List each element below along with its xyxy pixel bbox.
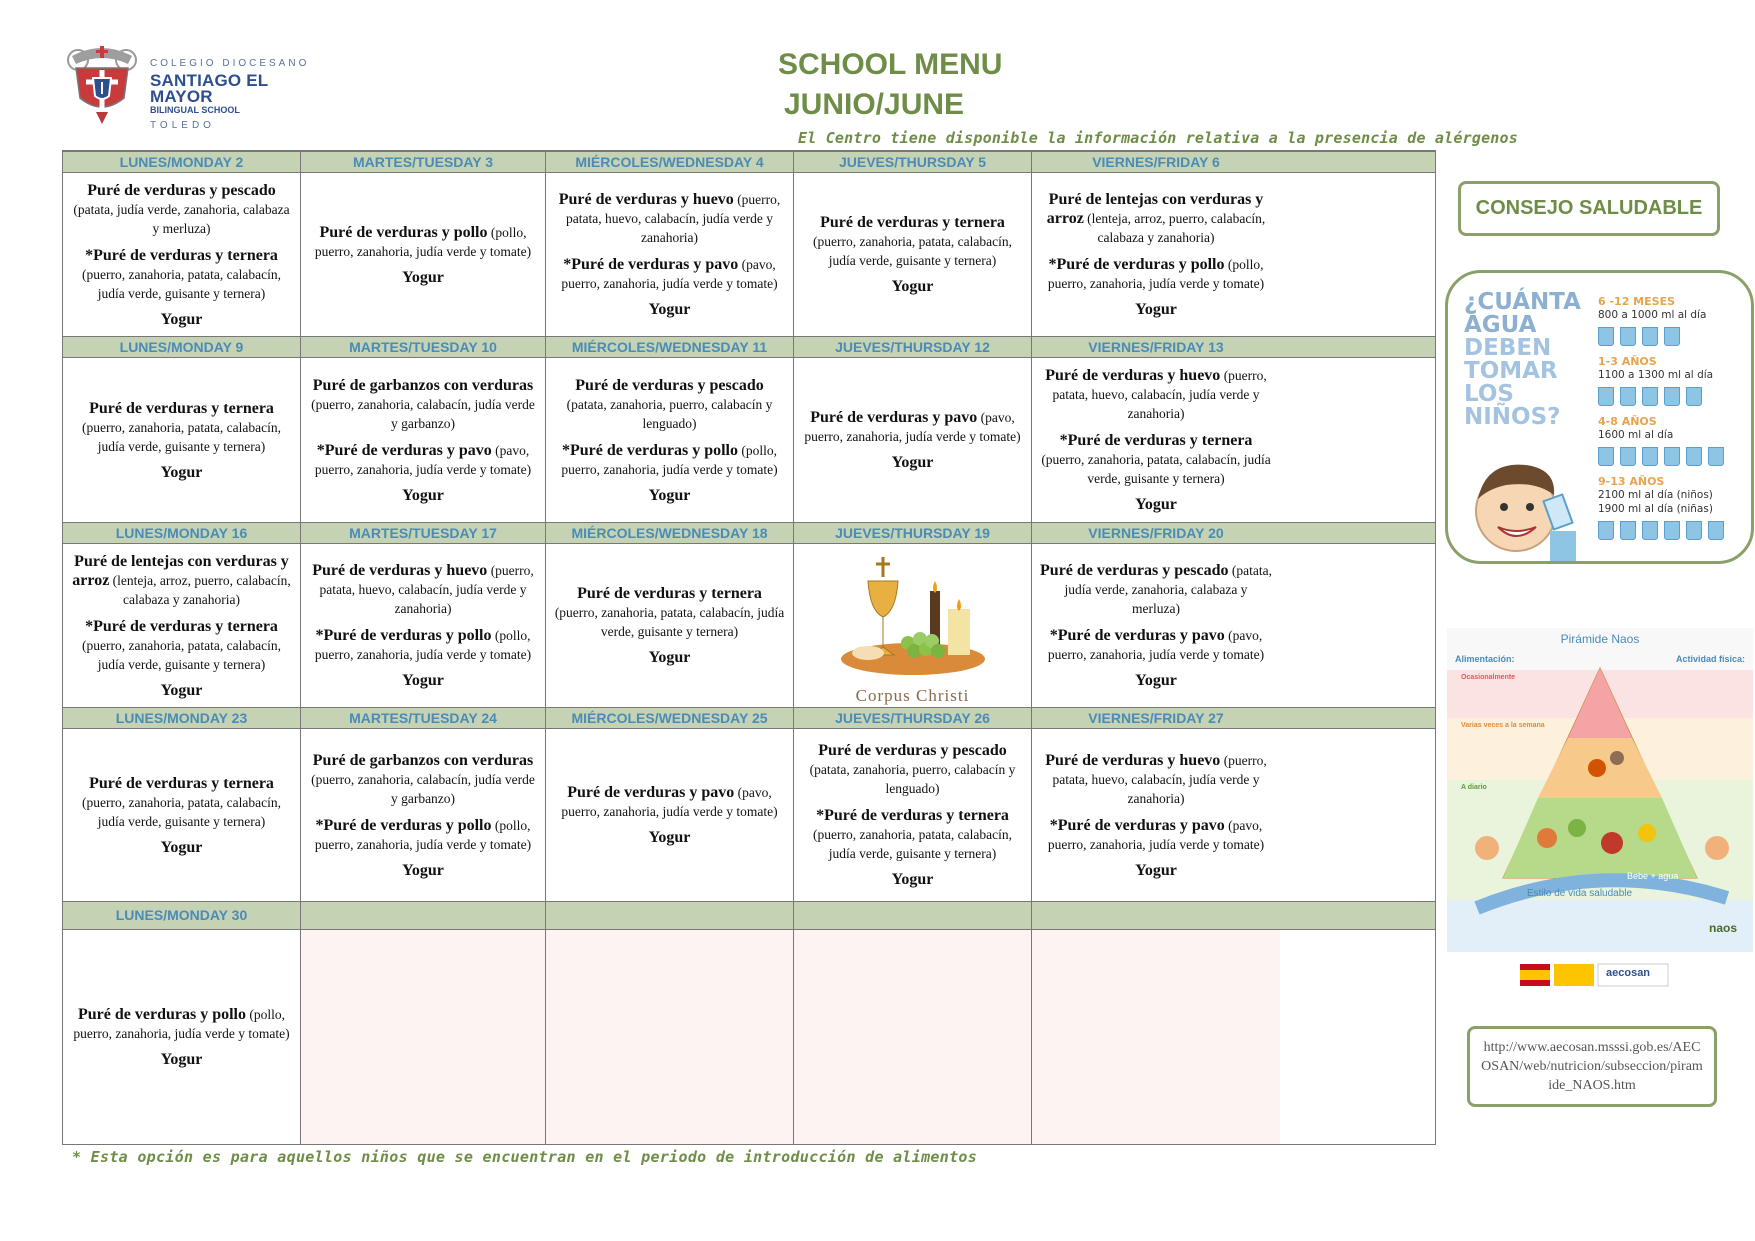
- footnote: * Esta opción es para aquellos niños que se encuentran en el periodo de introducción de alimentos: [72, 1148, 978, 1166]
- dish: [71, 246, 292, 303]
- day-header: MARTES/TUESDAY 17: [301, 523, 546, 543]
- dish-name: Puré de verduras y huevo: [1045, 367, 1221, 384]
- dish-ingredients: (puerro, zanahoria, patata, calabacín, judía verde, guisante y ternera): [812, 234, 1012, 268]
- dessert: Yogur: [160, 681, 203, 699]
- dish: [309, 441, 537, 479]
- day-header: MIÉRCOLES/WEDNESDAY 25: [546, 708, 794, 728]
- url-text[interactable]: http://www.aecosan.msssi.gob.es/AECOSAN/web/nutricion/subseccion/piramide_NAOS.htm: [1481, 1040, 1703, 1093]
- dish-name: Puré de verduras y pollo: [319, 223, 488, 241]
- dish: [802, 213, 1023, 270]
- logo-line-1: COLEGIO DIOCESANO: [150, 58, 310, 69]
- day-menu-cell: [546, 729, 794, 901]
- dessert: Yogur: [648, 829, 691, 846]
- water-glasses: [1598, 327, 1680, 347]
- day-header: MARTES/TUESDAY 3: [301, 152, 546, 172]
- dish: [554, 441, 785, 479]
- school-crest-icon: [62, 42, 142, 132]
- water-amount: 800 a 1000 ml al día: [1598, 309, 1707, 321]
- dessert: Yogur: [1135, 861, 1177, 879]
- aecosan-logo-text: aecosan: [1606, 967, 1651, 979]
- water-age-group: 1-3 AÑOS: [1598, 355, 1657, 368]
- dish-name: Puré de verduras y huevo: [1045, 751, 1221, 769]
- dish-ingredients: (pollo, puerro, zanahoria, judía verde y tomate): [1047, 257, 1265, 291]
- dish-ingredients: (patata, zanahoria, puerro, calabacín y lenguado): [566, 396, 773, 431]
- dessert: Yogur: [1135, 496, 1177, 513]
- dish: [1040, 366, 1272, 423]
- logo-line-4: TOLEDO: [150, 120, 215, 131]
- water-glass-icon: [1620, 387, 1636, 406]
- dish: [309, 751, 537, 808]
- pyramid-left-label: Alimentación:: [1455, 654, 1515, 664]
- dish-name: *Puré de verduras y pollo: [315, 627, 492, 644]
- dish-name: Puré de verduras y pavo: [567, 784, 735, 801]
- water-glass-icon: [1664, 447, 1680, 466]
- dish: [1040, 561, 1272, 618]
- day-header: JUEVES/THURSDAY 19: [794, 523, 1032, 543]
- week-header-row: [63, 901, 1435, 930]
- holiday-label: Corpus Christi: [855, 685, 970, 705]
- dish-ingredients: (patata, judía verde, zanahoria, calabaza y merluza): [73, 201, 290, 236]
- water-glass-icon: [1620, 447, 1636, 466]
- dish: [71, 399, 292, 456]
- day-header: MARTES/TUESDAY 10: [301, 337, 546, 357]
- pyramid-ocasional-label: Ocasionalmente: [1461, 674, 1516, 681]
- dish-ingredients: (pollo, puerro, zanahoria, judía verde y tomate): [314, 817, 532, 852]
- dish-ingredients: (puerro, zanahoria, patata, calabacín, judía verde, guisante y ternera): [81, 419, 281, 454]
- water-glass-icon: [1598, 327, 1614, 346]
- dessert: Yogur: [402, 268, 444, 286]
- dish-name: Puré de verduras y ternera: [89, 399, 274, 417]
- dish: [1040, 190, 1272, 247]
- dish-name: Puré de verduras y ternera: [577, 585, 762, 602]
- pyramid-title: Pirámide Naos: [1560, 632, 1640, 646]
- logo-line-2: SANTIAGO EL MAYOR: [150, 71, 269, 106]
- day-menu-cell: [1032, 729, 1280, 901]
- logo-line-3: BILINGUAL SCHOOL: [150, 105, 240, 115]
- dish-name: Puré de verduras y pescado: [1040, 562, 1229, 579]
- dessert: Yogur: [402, 861, 444, 879]
- dessert: Yogur: [891, 454, 934, 471]
- dish: [71, 617, 292, 674]
- day-header: LUNES/MONDAY 9: [63, 337, 301, 357]
- dish: [71, 1005, 292, 1043]
- dish-ingredients: (pavo, puerro, zanahoria, judía verde y tomate): [1047, 817, 1265, 852]
- dish-name: Puré de verduras y pollo: [78, 1006, 246, 1023]
- day-header: VIERNES/FRIDAY 6: [1092, 154, 1220, 170]
- water-glasses: [1598, 387, 1702, 407]
- week-header-row: [63, 707, 1435, 729]
- dish-ingredients: (pollo, puerro, zanahoria, judía verde y tomate): [314, 224, 532, 259]
- dish: [554, 783, 785, 821]
- dessert: Yogur: [891, 278, 934, 295]
- dish-name: Puré de lentejas con verduras y arroz: [1046, 191, 1264, 227]
- day-header: MIÉRCOLES/WEDNESDAY 18: [546, 523, 794, 543]
- day-header: MARTES/TUESDAY 24: [301, 708, 546, 728]
- dessert: Yogur: [1135, 301, 1177, 318]
- naos-logo-text: naos: [1709, 921, 1738, 935]
- dish-name: Puré de verduras y ternera: [89, 774, 274, 792]
- dessert: Yogur: [160, 838, 203, 856]
- day-header: [546, 902, 794, 929]
- day-header: [301, 902, 546, 929]
- day-header: VIERNES/FRIDAY 20: [1088, 525, 1224, 541]
- dish-name: Puré de verduras y huevo: [312, 562, 488, 579]
- dish-name: *Puré de verduras y pavo: [563, 256, 739, 273]
- dish: [802, 408, 1023, 446]
- dish-name: *Puré de verduras y pavo: [1049, 816, 1225, 834]
- dish-name: Puré de garbanzos con verduras: [312, 751, 534, 769]
- dish-name: Puré de verduras y pescado: [575, 376, 764, 394]
- dish: [309, 816, 537, 854]
- empty-day-cell: [1032, 930, 1280, 1144]
- water-question-word: ¿CUÁNTA: [1464, 289, 1581, 315]
- dish-ingredients: (lenteja, arroz, puerro, calabacín, calabaza y zanahoria): [1087, 211, 1266, 245]
- day-header: JUEVES/THURSDAY 12: [794, 337, 1032, 357]
- dish-name: Puré de lentejas con verduras y arroz: [72, 552, 289, 589]
- dish: [802, 806, 1023, 863]
- dish-ingredients: (pavo, puerro, zanahoria, judía verde y tomate): [561, 257, 778, 291]
- dessert: Yogur: [648, 649, 691, 666]
- dessert: Yogur: [648, 486, 691, 504]
- day-menu-cell: [1032, 358, 1280, 522]
- dish: [554, 255, 785, 293]
- pyramid-agua-label: Bebe + agua: [1627, 871, 1679, 881]
- dish-ingredients: (patata, zanahoria, puerro, calabacín y lenguado): [809, 762, 1016, 796]
- water-question-word: DEBEN: [1464, 335, 1552, 361]
- dish-name: *Puré de verduras y pavo: [316, 441, 492, 459]
- dish-ingredients: (pollo, puerro, zanahoria, judía verde y tomate): [73, 1007, 290, 1041]
- day-menu-cell: [546, 173, 794, 336]
- dessert: Yogur: [402, 486, 444, 504]
- day-menu-cell: [63, 930, 301, 1144]
- dish-name: *Puré de verduras y pollo: [1048, 256, 1225, 273]
- naos-pyramid: [1447, 628, 1753, 952]
- water-glass-icon: [1598, 521, 1614, 540]
- dish: [1040, 431, 1272, 488]
- water-amount: 1100 a 1300 ml al día: [1598, 369, 1714, 381]
- water-glass-icon: [1686, 387, 1702, 406]
- dish: [71, 181, 292, 238]
- dish-name: Puré de verduras y huevo: [558, 191, 734, 208]
- pyramid-diario-label: A diario: [1461, 784, 1487, 791]
- water-glass-icon: [1708, 521, 1724, 540]
- day-header: LUNES/MONDAY 23: [63, 708, 301, 728]
- dish-ingredients: (lenteja, arroz, puerro, calabacín, calabaza y zanahoria): [112, 572, 291, 607]
- day-header: VIERNES/FRIDAY 27: [1088, 710, 1224, 726]
- school-logo: [62, 42, 332, 132]
- dish-ingredients: (puerro, zanahoria, patata, calabacín, judía verde, guisante y ternera): [812, 827, 1012, 861]
- day-header: LUNES/MONDAY 30: [63, 902, 301, 929]
- water-glass-icon: [1664, 521, 1680, 540]
- menu-table: [62, 150, 1436, 1145]
- corpus-christi-illustration: [828, 551, 998, 705]
- pyramid-semana-label: Varias veces a la semana: [1461, 722, 1545, 729]
- dish-ingredients: (puerro, zanahoria, patata, calabacín, judía verde, guisante y ternera): [81, 637, 281, 672]
- day-header: [1032, 902, 1280, 929]
- dish: [309, 561, 537, 618]
- logo-text: [150, 58, 332, 131]
- day-menu-cell: [63, 173, 301, 336]
- day-menu-cell: [794, 729, 1032, 901]
- week-header-row: [63, 151, 1435, 173]
- dish-ingredients: (pollo, puerro, zanahoria, judía verde y tomate): [314, 628, 532, 662]
- day-header: VIERNES/FRIDAY 13: [1088, 339, 1224, 355]
- dessert: Yogur: [160, 463, 203, 481]
- dish-ingredients: (pavo, puerro, zanahoria, judía verde y tomate): [314, 442, 532, 477]
- dish-ingredients: (pavo, puerro, zanahoria, judía verde y tomate): [804, 410, 1021, 444]
- dish-name: Puré de verduras y pavo: [810, 409, 978, 426]
- water-question-word: AGUA: [1464, 312, 1537, 338]
- water-glass-icon: [1686, 447, 1702, 466]
- dish: [1040, 255, 1272, 293]
- child-drinking-icon: [1466, 451, 1586, 561]
- water-age-group: 9-13 AÑOS: [1598, 475, 1665, 488]
- water-glass-icon: [1686, 521, 1702, 540]
- water-question-word: NIÑOS?: [1464, 404, 1561, 430]
- water-amount-girls: 1900 ml al día (niñas): [1598, 503, 1713, 515]
- dessert: Yogur: [160, 310, 203, 328]
- dish-ingredients: (puerro, zanahoria, calabacín, judía verde y garbanzo): [311, 396, 535, 431]
- water-amount: 2100 ml al día (niños): [1598, 489, 1713, 501]
- dish-ingredients: (pavo, puerro, zanahoria, judía verde y tomate): [1047, 628, 1265, 662]
- water-glass-icon: [1598, 447, 1614, 466]
- dish-ingredients: (puerro, patata, huevo, calabacín, judía verde y zanahoria): [1052, 752, 1267, 806]
- water-question: [1464, 291, 1581, 429]
- week-header-row: [63, 522, 1435, 544]
- chalice-candle-icon: [828, 551, 998, 681]
- water-glass-icon: [1598, 387, 1614, 406]
- dish-ingredients: (puerro, zanahoria, patata, calabacín, judía verde, guisante y ternera): [1041, 452, 1271, 486]
- dish-ingredients: (puerro, zanahoria, calabacín, judía verde y garbanzo): [311, 771, 535, 806]
- day-header: MIÉRCOLES/WEDNESDAY 11: [546, 337, 794, 357]
- water-glass-icon: [1642, 521, 1658, 540]
- dish: [309, 376, 537, 433]
- dessert: Yogur: [648, 301, 691, 318]
- day-menu-cell: [301, 358, 546, 522]
- empty-day-cell: [794, 930, 1032, 1144]
- day-menu-cell: [301, 729, 546, 901]
- dish-name: *Puré de verduras y ternera: [816, 807, 1009, 824]
- dish: [71, 552, 292, 609]
- dish-ingredients: (puerro, zanahoria, patata, calabacín, judía verde, guisante y ternera): [81, 266, 281, 301]
- day-header: JUEVES/THURSDAY 26: [794, 708, 1032, 728]
- dessert: Yogur: [1135, 672, 1177, 689]
- dish-name: *Puré de verduras y pavo: [1049, 627, 1225, 644]
- dish: [1040, 816, 1272, 854]
- day-header: [794, 902, 1032, 929]
- dish: [309, 626, 537, 664]
- dish-name: *Puré de verduras y ternera: [85, 617, 278, 635]
- dish-ingredients: (puerro, patata, huevo, calabacín, judía verde y zanahoria): [319, 563, 534, 616]
- water-glass-icon: [1664, 327, 1680, 346]
- day-menu-cell: [546, 544, 794, 707]
- day-header: MIÉRCOLES/WEDNESDAY 4: [546, 152, 794, 172]
- water-glass-icon: [1620, 521, 1636, 540]
- dish-ingredients: (puerro, zanahoria, patata, calabacín, judía verde, guisante y ternera): [81, 794, 281, 829]
- dish-ingredients: (puerro, zanahoria, patata, calabacín, judía verde, guisante y ternera): [554, 605, 785, 639]
- water-age-group: 4-8 AÑOS: [1598, 415, 1657, 428]
- pyramid-estilo-label: Estilo de vida saludable: [1527, 888, 1633, 899]
- day-header: LUNES/MONDAY 16: [63, 523, 301, 543]
- government-logos: [1520, 962, 1670, 988]
- water-infographic: [1445, 270, 1754, 564]
- allergen-note: El Centro tiene disponible la información relativa a la presencia de alérgenos: [798, 129, 1518, 147]
- dish-ingredients: (patata, judía verde, zanahoria, calabaza y merluza): [1064, 563, 1272, 616]
- dish-name: *Puré de verduras y pollo: [315, 816, 492, 834]
- empty-day-cell: [301, 930, 546, 1144]
- dish-name: *Puré de verduras y ternera: [1059, 432, 1253, 449]
- day-menu-cell: [63, 358, 301, 522]
- dish: [1040, 626, 1272, 664]
- week-header-row: [63, 336, 1435, 358]
- dish-ingredients: (puerro, patata, huevo, calabacín, judía verde y zanahoria): [1052, 368, 1267, 421]
- dish-name: *Puré de verduras y pollo: [562, 441, 738, 459]
- dish-name: Puré de verduras y ternera: [820, 214, 1005, 231]
- dish: [554, 584, 785, 641]
- naos-url-link[interactable]: [1467, 1026, 1717, 1107]
- dish-ingredients: (pollo, puerro, zanahoria, judía verde y tomate): [561, 442, 778, 477]
- day-menu-cell: [1032, 544, 1280, 707]
- dish: [71, 774, 292, 831]
- day-header: LUNES/MONDAY 2: [63, 152, 301, 172]
- day-menu-cell: [301, 173, 546, 336]
- dish: [802, 741, 1023, 798]
- dessert: Yogur: [160, 1051, 203, 1068]
- dessert: Yogur: [402, 672, 444, 689]
- water-glasses: [1598, 521, 1724, 541]
- pyramid-right-label: Actividad física:: [1675, 654, 1745, 664]
- consejo-saludable-box: CONSEJO SALUDABLE: [1458, 181, 1720, 236]
- day-menu-cell: [794, 358, 1032, 522]
- day-menu-cell: [63, 544, 301, 707]
- water-question-word: LOS: [1464, 381, 1514, 407]
- dish-name: Puré de verduras y pescado: [818, 742, 1007, 759]
- day-menu-cell: [1032, 173, 1280, 336]
- water-glass-icon: [1664, 387, 1680, 406]
- dish-name: *Puré de verduras y ternera: [85, 246, 278, 264]
- water-glass-icon: [1642, 387, 1658, 406]
- dish-ingredients: (pavo, puerro, zanahoria, judía verde y tomate): [561, 785, 778, 819]
- dish-name: Puré de garbanzos con verduras: [312, 376, 534, 394]
- dessert: Yogur: [891, 871, 934, 888]
- dish-name: Puré de verduras y pescado: [87, 181, 276, 199]
- day-header: JUEVES/THURSDAY 5: [794, 152, 1032, 172]
- dish-ingredients: (puerro, patata, huevo, calabacín, judía verde y zanahoria): [566, 192, 781, 245]
- day-menu-cell: [546, 358, 794, 522]
- water-glasses: [1598, 447, 1724, 467]
- dish: [1040, 751, 1272, 808]
- page-subtitle: JUNIO/JUNE: [784, 88, 965, 121]
- water-question-word: TOMAR: [1464, 358, 1558, 384]
- water-glass-icon: [1642, 447, 1658, 466]
- day-menu-cell: [301, 544, 546, 707]
- page-title: SCHOOL MENU: [778, 48, 1003, 81]
- dish: [554, 190, 785, 247]
- day-menu-cell: [794, 173, 1032, 336]
- water-glass-icon: [1620, 327, 1636, 346]
- water-glass-icon: [1642, 327, 1658, 346]
- water-glass-icon: [1708, 447, 1724, 466]
- empty-day-cell: [546, 930, 794, 1144]
- dish: [554, 376, 785, 433]
- day-menu-cell: [63, 729, 301, 901]
- water-amount: 1600 ml al día: [1598, 429, 1674, 441]
- day-menu-cell: [794, 544, 1032, 707]
- water-age-group: 6 -12 MESES: [1598, 295, 1676, 308]
- dish: [309, 223, 537, 261]
